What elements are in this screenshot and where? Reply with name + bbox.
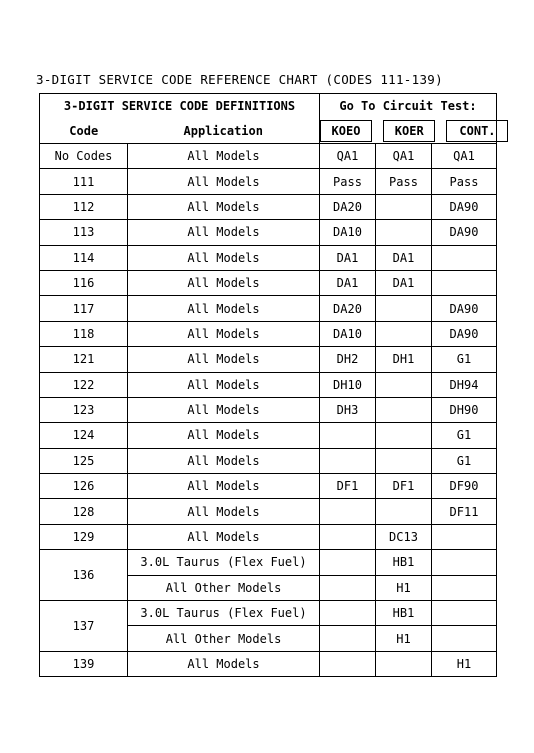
table-row [40, 321, 497, 346]
cont-cell: DH94 [432, 372, 497, 397]
cont-cell [432, 270, 497, 295]
application-cell: 3.0L Taurus (Flex Fuel) [128, 550, 320, 575]
koer-cell [376, 499, 432, 524]
cont-cell: DF11 [432, 499, 497, 524]
application-cell: All Models [128, 169, 320, 194]
application-cell: All Other Models [128, 575, 320, 600]
code-cell: 113 [40, 220, 128, 245]
koer-cell: H1 [376, 626, 432, 651]
koeo-cell: DA1 [320, 270, 376, 295]
column-header-application: Application [128, 118, 320, 144]
koeo-cell: DA1 [320, 245, 376, 270]
table-row [40, 245, 497, 270]
column-header-tests [320, 118, 497, 144]
definitions-title: 3-DIGIT SERVICE CODE DEFINITIONS [40, 94, 320, 119]
koer-cell: DA1 [376, 270, 432, 295]
koer-cell [376, 423, 432, 448]
application-cell: All Models [128, 245, 320, 270]
table-row [40, 601, 497, 626]
table-row [40, 499, 497, 524]
cont-cell: G1 [432, 448, 497, 473]
table-row [40, 169, 497, 194]
cont-cell [432, 626, 497, 651]
code-cell: 118 [40, 321, 128, 346]
koeo-cell [320, 499, 376, 524]
koeo-cell: DA20 [320, 194, 376, 219]
application-cell: All Models [128, 347, 320, 372]
table-row [40, 296, 497, 321]
table-row [40, 194, 497, 219]
code-cell: 139 [40, 651, 128, 676]
koer-cell [376, 651, 432, 676]
code-cell: 116 [40, 270, 128, 295]
code-cell: 128 [40, 499, 128, 524]
application-cell: All Models [128, 423, 320, 448]
code-cell: 112 [40, 194, 128, 219]
cont-cell: G1 [432, 423, 497, 448]
cont-cell [432, 245, 497, 270]
table-row [40, 144, 497, 169]
cont-cell: DH90 [432, 397, 497, 422]
column-header-code: Code [40, 118, 128, 144]
code-cell: 137 [40, 601, 128, 652]
cont-cell: DA90 [432, 194, 497, 219]
koeo-cell [320, 524, 376, 549]
application-cell: All Models [128, 524, 320, 549]
koer-cell: H1 [376, 575, 432, 600]
code-cell: 129 [40, 524, 128, 549]
koer-cell [376, 448, 432, 473]
koer-cell: DA1 [376, 245, 432, 270]
koeo-cell: DH2 [320, 347, 376, 372]
code-cell: 124 [40, 423, 128, 448]
koeo-cell: DF1 [320, 474, 376, 499]
koer-cell [376, 220, 432, 245]
column-header-koer: KOER [383, 120, 435, 142]
koer-cell [376, 321, 432, 346]
koer-cell: HB1 [376, 601, 432, 626]
code-cell: 114 [40, 245, 128, 270]
code-cell: No Codes [40, 144, 128, 169]
table-row [40, 524, 497, 549]
table-row [40, 397, 497, 422]
koeo-cell: DA10 [320, 220, 376, 245]
koer-cell: DH1 [376, 347, 432, 372]
application-cell: All Models [128, 651, 320, 676]
application-cell: All Models [128, 321, 320, 346]
application-cell: All Models [128, 144, 320, 169]
koer-cell: DC13 [376, 524, 432, 549]
table-row [40, 651, 497, 676]
koeo-cell: Pass [320, 169, 376, 194]
circuit-test-title: Go To Circuit Test: [320, 94, 497, 119]
table-row [40, 423, 497, 448]
koer-cell [376, 194, 432, 219]
application-cell: All Models [128, 194, 320, 219]
koeo-cell: DH3 [320, 397, 376, 422]
application-cell: All Models [128, 220, 320, 245]
koer-cell [376, 397, 432, 422]
cont-cell: DF90 [432, 474, 497, 499]
cont-cell [432, 601, 497, 626]
application-cell: All Models [128, 372, 320, 397]
table-row [40, 372, 497, 397]
table-row [40, 550, 497, 575]
koeo-cell [320, 626, 376, 651]
header-row-columns [40, 118, 497, 144]
koeo-cell [320, 601, 376, 626]
koer-cell: DF1 [376, 474, 432, 499]
table-row [40, 347, 497, 372]
koeo-cell [320, 448, 376, 473]
header-row-titles [40, 94, 497, 119]
code-cell: 125 [40, 448, 128, 473]
chart-title: 3-DIGIT SERVICE CODE REFERENCE CHART (CODES 111-139) [36, 72, 443, 87]
application-cell: All Models [128, 397, 320, 422]
code-cell: 122 [40, 372, 128, 397]
koeo-cell [320, 651, 376, 676]
koer-cell [376, 372, 432, 397]
cont-cell [432, 575, 497, 600]
koeo-cell: DA20 [320, 296, 376, 321]
code-cell: 121 [40, 347, 128, 372]
code-cell: 123 [40, 397, 128, 422]
column-header-cont: CONT. [446, 120, 508, 142]
table-row [40, 220, 497, 245]
application-cell: All Models [128, 270, 320, 295]
application-cell: All Models [128, 499, 320, 524]
koer-cell: Pass [376, 169, 432, 194]
application-cell: All Other Models [128, 626, 320, 651]
table-row [40, 448, 497, 473]
koeo-cell [320, 423, 376, 448]
cont-cell: G1 [432, 347, 497, 372]
column-header-koeo: KOEO [320, 120, 372, 142]
table-row [40, 270, 497, 295]
application-cell: All Models [128, 448, 320, 473]
cont-cell: Pass [432, 169, 497, 194]
koeo-cell: DA10 [320, 321, 376, 346]
cont-cell: DA90 [432, 321, 497, 346]
cont-cell: DA90 [432, 220, 497, 245]
koeo-cell: DH10 [320, 372, 376, 397]
code-cell: 136 [40, 550, 128, 601]
cont-cell: QA1 [432, 144, 497, 169]
application-cell: All Models [128, 296, 320, 321]
cont-cell [432, 550, 497, 575]
koer-cell: HB1 [376, 550, 432, 575]
code-cell: 117 [40, 296, 128, 321]
koeo-cell [320, 550, 376, 575]
koer-cell: QA1 [376, 144, 432, 169]
table-row [40, 474, 497, 499]
application-cell: 3.0L Taurus (Flex Fuel) [128, 601, 320, 626]
koer-cell [376, 296, 432, 321]
code-cell: 111 [40, 169, 128, 194]
application-cell: All Models [128, 474, 320, 499]
koeo-cell [320, 575, 376, 600]
cont-cell [432, 524, 497, 549]
cont-cell: DA90 [432, 296, 497, 321]
code-cell: 126 [40, 474, 128, 499]
service-code-table [39, 93, 497, 677]
koeo-cell: QA1 [320, 144, 376, 169]
cont-cell: H1 [432, 651, 497, 676]
